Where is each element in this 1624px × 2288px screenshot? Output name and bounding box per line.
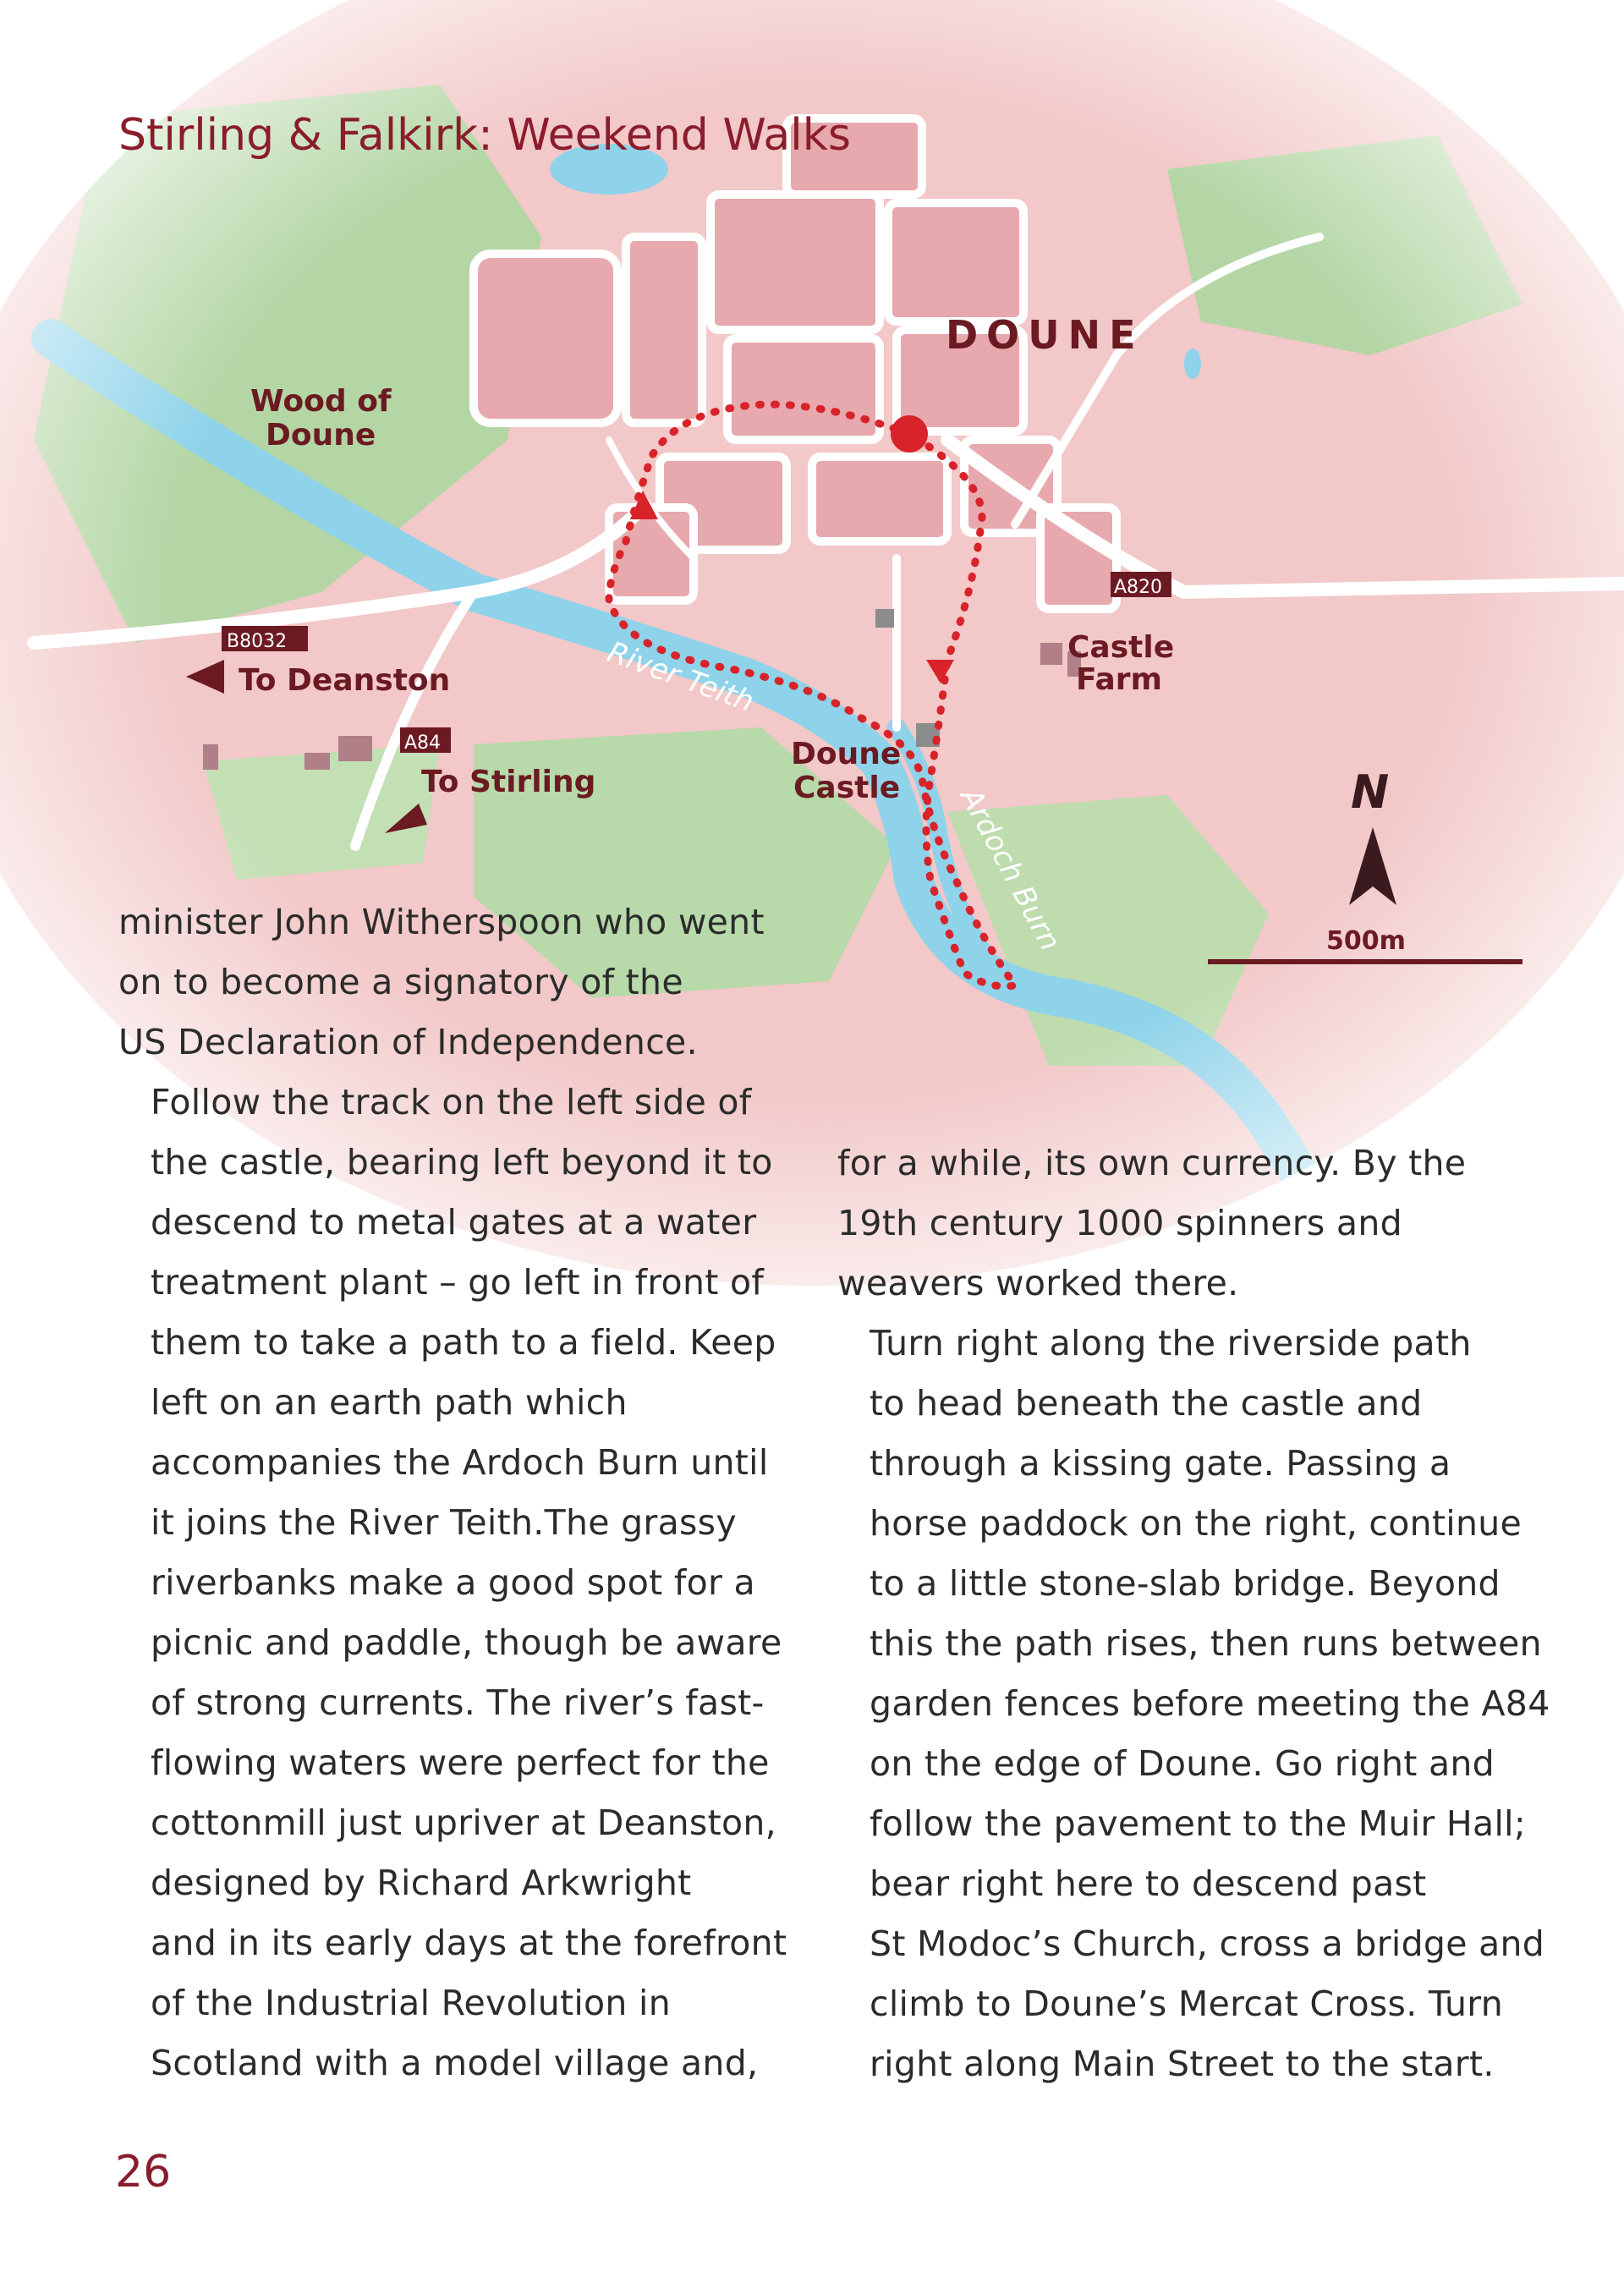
- text-line: garden fences before meeting the A84: [870, 1683, 1550, 1724]
- paragraph: [118, 1073, 812, 2093]
- text-line: bear right here to descend past: [870, 1863, 1427, 1904]
- castle-label-line2: Castle: [793, 771, 901, 805]
- north-label: N: [1351, 765, 1390, 819]
- building-icon: [875, 609, 894, 628]
- road-label-b8032: B8032: [227, 631, 288, 652]
- text-line: weavers worked there.: [837, 1263, 1239, 1303]
- text-line: descend to metal gates at a water: [151, 1202, 757, 1243]
- text-line: Turn right along the riverside path: [870, 1323, 1472, 1363]
- text-line: accompanies the Ardoch Burn until: [151, 1442, 769, 1483]
- farm-label-line1: Castle: [1067, 630, 1175, 665]
- castle-label-line1: Doune: [791, 737, 902, 771]
- farm-label-line2: Farm: [1076, 662, 1163, 697]
- scale-label: 500m: [1326, 926, 1406, 956]
- text-line: minister John Witherspoon who went: [118, 902, 765, 942]
- text-line: treatment plant – go left in front of: [151, 1262, 765, 1303]
- text-line: for a while, its own currency. By the: [837, 1143, 1467, 1183]
- wood-label-line2: Doune: [266, 418, 376, 453]
- text-line: follow the pavement to the Muir Hall;: [870, 1803, 1526, 1844]
- road-label-a84: A84: [404, 732, 442, 754]
- text-line: of the Industrial Revolution in: [151, 1983, 672, 2023]
- to-stirling-label: To Stirling: [421, 765, 596, 799]
- text-line: climb to Doune’s Mercat Cross. Turn: [870, 1983, 1504, 2024]
- text-line: through a kissing gate. Passing a: [870, 1443, 1451, 1484]
- text-line: right along Main Street to the start.: [870, 2044, 1495, 2084]
- text-line: flowing waters were perfect for the: [151, 1742, 770, 1783]
- text-line: US Declaration of Independence.: [118, 1022, 698, 1062]
- text-line: them to take a path to a field. Keep: [151, 1322, 776, 1363]
- road-label-a820: A820: [1114, 577, 1163, 598]
- text-line: of strong currents. The river’s fast-: [151, 1682, 765, 1723]
- text-line: horse paddock on the right, continue: [870, 1503, 1522, 1544]
- paragraph: [837, 1133, 1531, 1314]
- text-line: St Modoc’s Church, cross a bridge and: [870, 1923, 1545, 1964]
- text-column-left: [118, 1073, 812, 2093]
- text-line: to head beneath the castle and: [870, 1383, 1423, 1424]
- text-line: and in its early days at the forefront: [151, 1923, 787, 1963]
- text-column-left-top: [118, 892, 812, 1073]
- text-line: Scotland with a model village and,: [151, 2043, 759, 2083]
- text-line: on the edge of Doune. Go right and: [870, 1743, 1495, 1784]
- text-line: it joins the River Teith.The grassy: [151, 1502, 737, 1543]
- book-title: Stirling & Falkirk: Weekend Walks: [118, 110, 851, 161]
- to-deanston-label: To Deanston: [239, 663, 451, 698]
- text-line: left on an earth path which: [151, 1382, 628, 1423]
- wood-label-line1: Wood of: [250, 384, 392, 419]
- town-label: DOUNE: [946, 312, 1144, 358]
- river-teith-label: River Teith: [602, 634, 759, 720]
- page-number: 26: [115, 2147, 172, 2197]
- start-point-icon: [891, 415, 928, 453]
- text-line: the castle, bearing left beyond it to: [151, 1142, 773, 1182]
- text-line: to a little stone-slab bridge. Beyond: [870, 1563, 1501, 1604]
- ardoch-burn-label: Ardoch Burn: [953, 782, 1067, 957]
- text-line: this the path rises, then runs between: [870, 1623, 1542, 1664]
- pond-small: [1184, 348, 1201, 379]
- text-line: on to become a signatory of the: [118, 962, 683, 1002]
- text-line: 19th century 1000 spinners and: [837, 1203, 1402, 1243]
- paragraph: [837, 1314, 1550, 2094]
- text-line: Follow the track on the left side of: [151, 1082, 752, 1122]
- text-line: cottonmill just upriver at Deanston,: [151, 1802, 776, 1843]
- text-column-right: [837, 1133, 1550, 2094]
- text-line: picnic and paddle, though be aware: [151, 1622, 782, 1663]
- paragraph: [118, 892, 812, 1073]
- text-line: designed by Richard Arkwright: [151, 1863, 692, 1903]
- text-line: riverbanks make a good spot for a: [151, 1562, 755, 1603]
